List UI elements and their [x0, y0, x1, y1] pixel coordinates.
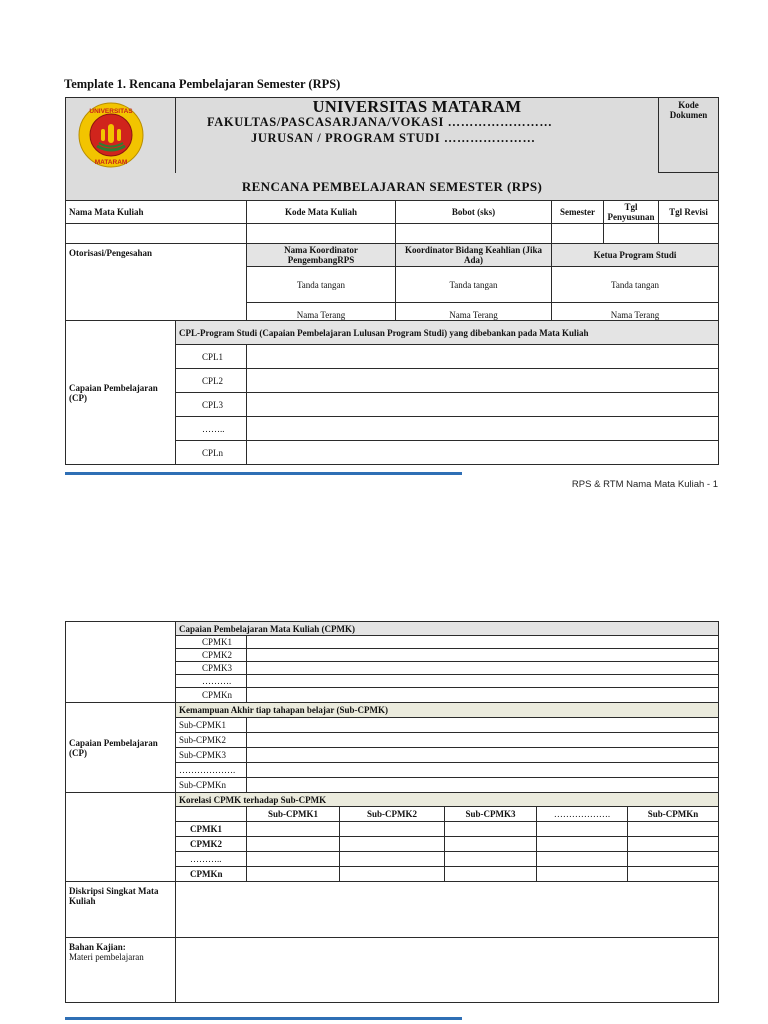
rps-header-table	[65, 97, 719, 465]
authorization-label: Otorisasi/Pengesahan	[66, 244, 247, 321]
cpmk-row-label: CPMKn	[176, 688, 247, 703]
subcpmk-row-label: Sub-CPMKn	[176, 778, 247, 793]
document-code-label: Kode Dokumen	[669, 100, 708, 120]
document-title: Template 1. Rencana Pembelajaran Semester (RPS)	[64, 77, 341, 91]
cpmk-row-label: CPMK2	[176, 649, 247, 662]
program-line: JURUSAN / PROGRAM STUDI …………………	[251, 131, 536, 145]
coordinator-label: Nama Koordinator PengembangRPS	[247, 244, 396, 267]
correlation-col-header: Sub-CPMKn	[628, 807, 719, 822]
rps-title-text: RENCANA PEMBELAJARAN SEMESTER (RPS)	[241, 178, 543, 194]
materials-sublabel: Materi pembelajaran	[69, 952, 144, 962]
faculty-line: FAKULTAS/PASCASARJANA/VOKASI ……………………	[207, 115, 553, 129]
cpl-row-label: ……..	[176, 417, 247, 441]
description-value	[176, 882, 719, 938]
subcpmk-row-label: ……………….	[176, 763, 247, 778]
cpmk-header: Capaian Pembelajaran Mata Kuliah (CPMK)	[176, 622, 719, 636]
logo-bottom-text: MATARAM	[94, 159, 128, 167]
page-divider-line-2	[65, 1017, 462, 1020]
logo-top-text: UNIVERSITAS	[89, 108, 133, 116]
course-name-value	[66, 224, 247, 244]
course-date-value	[604, 224, 659, 244]
course-revision-value	[659, 224, 719, 244]
cpl-header: CPL-Program Studi (Capaian Pembelajaran Lulusan Program Studi) yang dibebankan pada Mata Kuliah	[176, 321, 719, 345]
materials-label: Bahan Kajian:	[69, 942, 126, 952]
correlation-row-label: CPMKn	[176, 867, 247, 882]
course-semester-label: Semester	[552, 201, 604, 224]
cpl-row-value	[247, 345, 719, 369]
course-revision-label: Tgl Revisi	[659, 201, 719, 224]
head-signature: Tanda tangan	[552, 267, 719, 303]
university-logo	[73, 102, 149, 168]
correlation-col-header: Sub-CPMK3	[445, 807, 537, 822]
correlation-row-label: CPMK2	[176, 837, 247, 852]
subcpmk-row-label: Sub-CPMK1	[176, 718, 247, 733]
correlation-row-label: CPMK1	[176, 822, 247, 837]
rps-detail-table	[65, 621, 719, 1003]
correlation-row-label: ………..	[176, 852, 247, 867]
field-coordinator-signature: Tanda tangan	[396, 267, 552, 303]
course-code-label: Kode Mata Kuliah	[247, 201, 396, 224]
correlation-col-header: ……………….	[537, 807, 628, 822]
cpl-row-label: CPL1	[176, 345, 247, 369]
course-name-label: Nama Mata Kuliah	[66, 201, 247, 224]
page-footer: RPS & RTM Nama Mata Kuliah - 1	[571, 479, 718, 490]
coordinator-signature: Tanda tangan	[247, 267, 396, 303]
cp-label-2: Capaian Pembelajaran (CP)	[66, 703, 176, 793]
cpl-row-value	[247, 393, 719, 417]
page-divider-line	[65, 472, 462, 475]
document-code-cell	[659, 98, 719, 173]
subcpmk-row-label: Sub-CPMK2	[176, 733, 247, 748]
correlation-col-header: Sub-CPMK2	[340, 807, 445, 822]
cpl-row-value	[247, 441, 719, 465]
materials-cell	[66, 938, 176, 1003]
cp-label: Capaian Pembelajaran (CP)	[66, 321, 176, 465]
head-label: Ketua Program Studi	[552, 244, 719, 267]
logo-cell	[66, 98, 176, 173]
cpmk-row-label: CPMK1	[176, 636, 247, 649]
cpl-row-label: CPL2	[176, 369, 247, 393]
cpmk-row-label: ……….	[176, 675, 247, 688]
correlation-side-cell	[66, 793, 176, 807]
coordinator-name-line: Nama Terang	[247, 303, 396, 321]
cpmk-side-cell	[66, 622, 176, 636]
cpl-row-value	[247, 369, 719, 393]
course-code-value	[247, 224, 396, 244]
field-coordinator-name-line: Nama Terang	[396, 303, 552, 321]
institution-block	[176, 98, 659, 173]
materials-value	[176, 938, 719, 1003]
subcpmk-row-label: Sub-CPMK3	[176, 748, 247, 763]
correlation-col-header: Sub-CPMK1	[247, 807, 340, 822]
correlation-header: Korelasi CPMK terhadap Sub-CPMK	[176, 793, 719, 807]
correlation-corner	[176, 807, 247, 822]
cpl-row-label: CPLn	[176, 441, 247, 465]
rps-title	[66, 173, 719, 201]
head-name-line: Nama Terang	[552, 303, 719, 321]
university-name: UNIVERSITAS MATARAM	[312, 97, 522, 116]
course-credit-value	[396, 224, 552, 244]
cpmk-row-label: CPMK3	[176, 662, 247, 675]
course-credit-label: Bobot (sks)	[396, 201, 552, 224]
field-coordinator-label: Koordinator Bidang Keahlian (Jika Ada)	[396, 244, 552, 267]
cpl-row-label: CPL3	[176, 393, 247, 417]
cpl-row-value	[247, 417, 719, 441]
course-date-label: Tgl Penyusunan	[604, 201, 659, 224]
course-semester-value	[552, 224, 604, 244]
subcpmk-header: Kemampuan Akhir tiap tahapan belajar (Sub-CPMK)	[176, 703, 719, 718]
description-label: Diskripsi Singkat Mata Kuliah	[66, 882, 176, 938]
